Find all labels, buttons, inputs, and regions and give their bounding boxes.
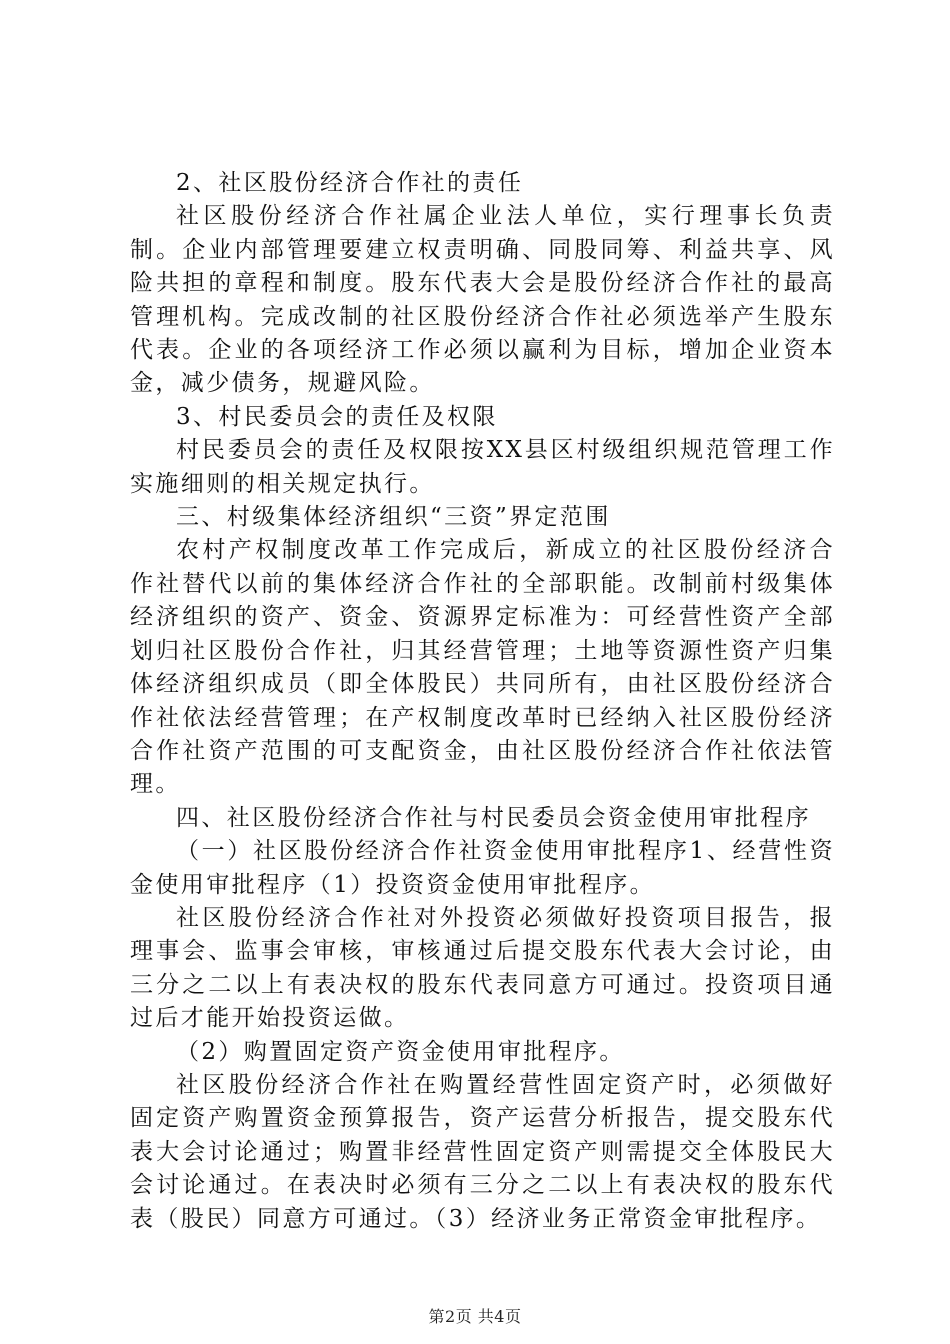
body-paragraph: （2）购置固定资产资金使用审批程序。 [176, 1038, 625, 1065]
body-paragraph: 村民委员会的责任及权限按XX县区村级组织规范管理工作实施细则的相关规定执行。 [130, 437, 835, 497]
body-paragraph: 社区股份经济合作社在购置经营性固定资产时，必须做好固定资产购置资金预算报告，资产运营分析报告，提交股东代表大会讨论通过；购置非经营性固定资产则需提交全体股民大会讨论通过。在表决时必须有三分之二以上有表决权的股东代表（股民）同意方可通过。（3）经济业务正常资金审批程序。 [130, 1071, 835, 1232]
body-paragraph: （一）社区股份经济合作社资金使用审批程序1、经营性资金使用审批程序（1）投资资金使用审批程序。 [130, 838, 835, 898]
section-heading: 三、村级集体经济组织“三资”界定范围 [176, 504, 611, 531]
section-heading: 四、社区股份经济合作社与村民委员会资金使用审批程序 [176, 804, 811, 831]
section-heading: 2、社区股份经济合作社的责任 [176, 170, 524, 196]
body-paragraph: 农村产权制度改革工作完成后，新成立的社区股份经济合作社替代以前的集体经济合作社的全部职能。改制前村级集体经济组织的资产、资金、资源界定标准为：可经营性资产全部划归社区股份合作社，归其经营管理；土地等资源性资产归集体经济组织成员（即全体股民）共同所有，由社区股份经济合作社依法经营管理；在产权制度改革时已经纳入社区股份经济合作社资产范围的可支配资金，由社区股份经济合作社依法管理。 [130, 537, 835, 798]
body-paragraph: 社区股份经济合作社对外投资必须做好投资项目报告，报理事会、监事会审核，审核通过后提交股东代表大会讨论，由三分之二以上有表决权的股东代表同意方可通过。投资项目通过后才能开始投资运做。 [130, 904, 835, 1032]
document-body [130, 167, 835, 1236]
page-number-footer: 第2页 共4页 [428, 1307, 522, 1326]
body-paragraph: 社区股份经济合作社属企业法人单位，实行理事长负责制。企业内部管理要建立权责明确、同股同筹、利益共享、风险共担的章程和制度。股东代表大会是股份经济合作社的最高管理机构。完成改制的社区股份经济合作社必须选举产生股东代表。企业的各项经济工作必须以赢利为目标，增加企业资本金，减少债务，规避风险。 [130, 203, 835, 397]
section-heading: 3、村民委员会的责任及权限 [176, 403, 498, 430]
